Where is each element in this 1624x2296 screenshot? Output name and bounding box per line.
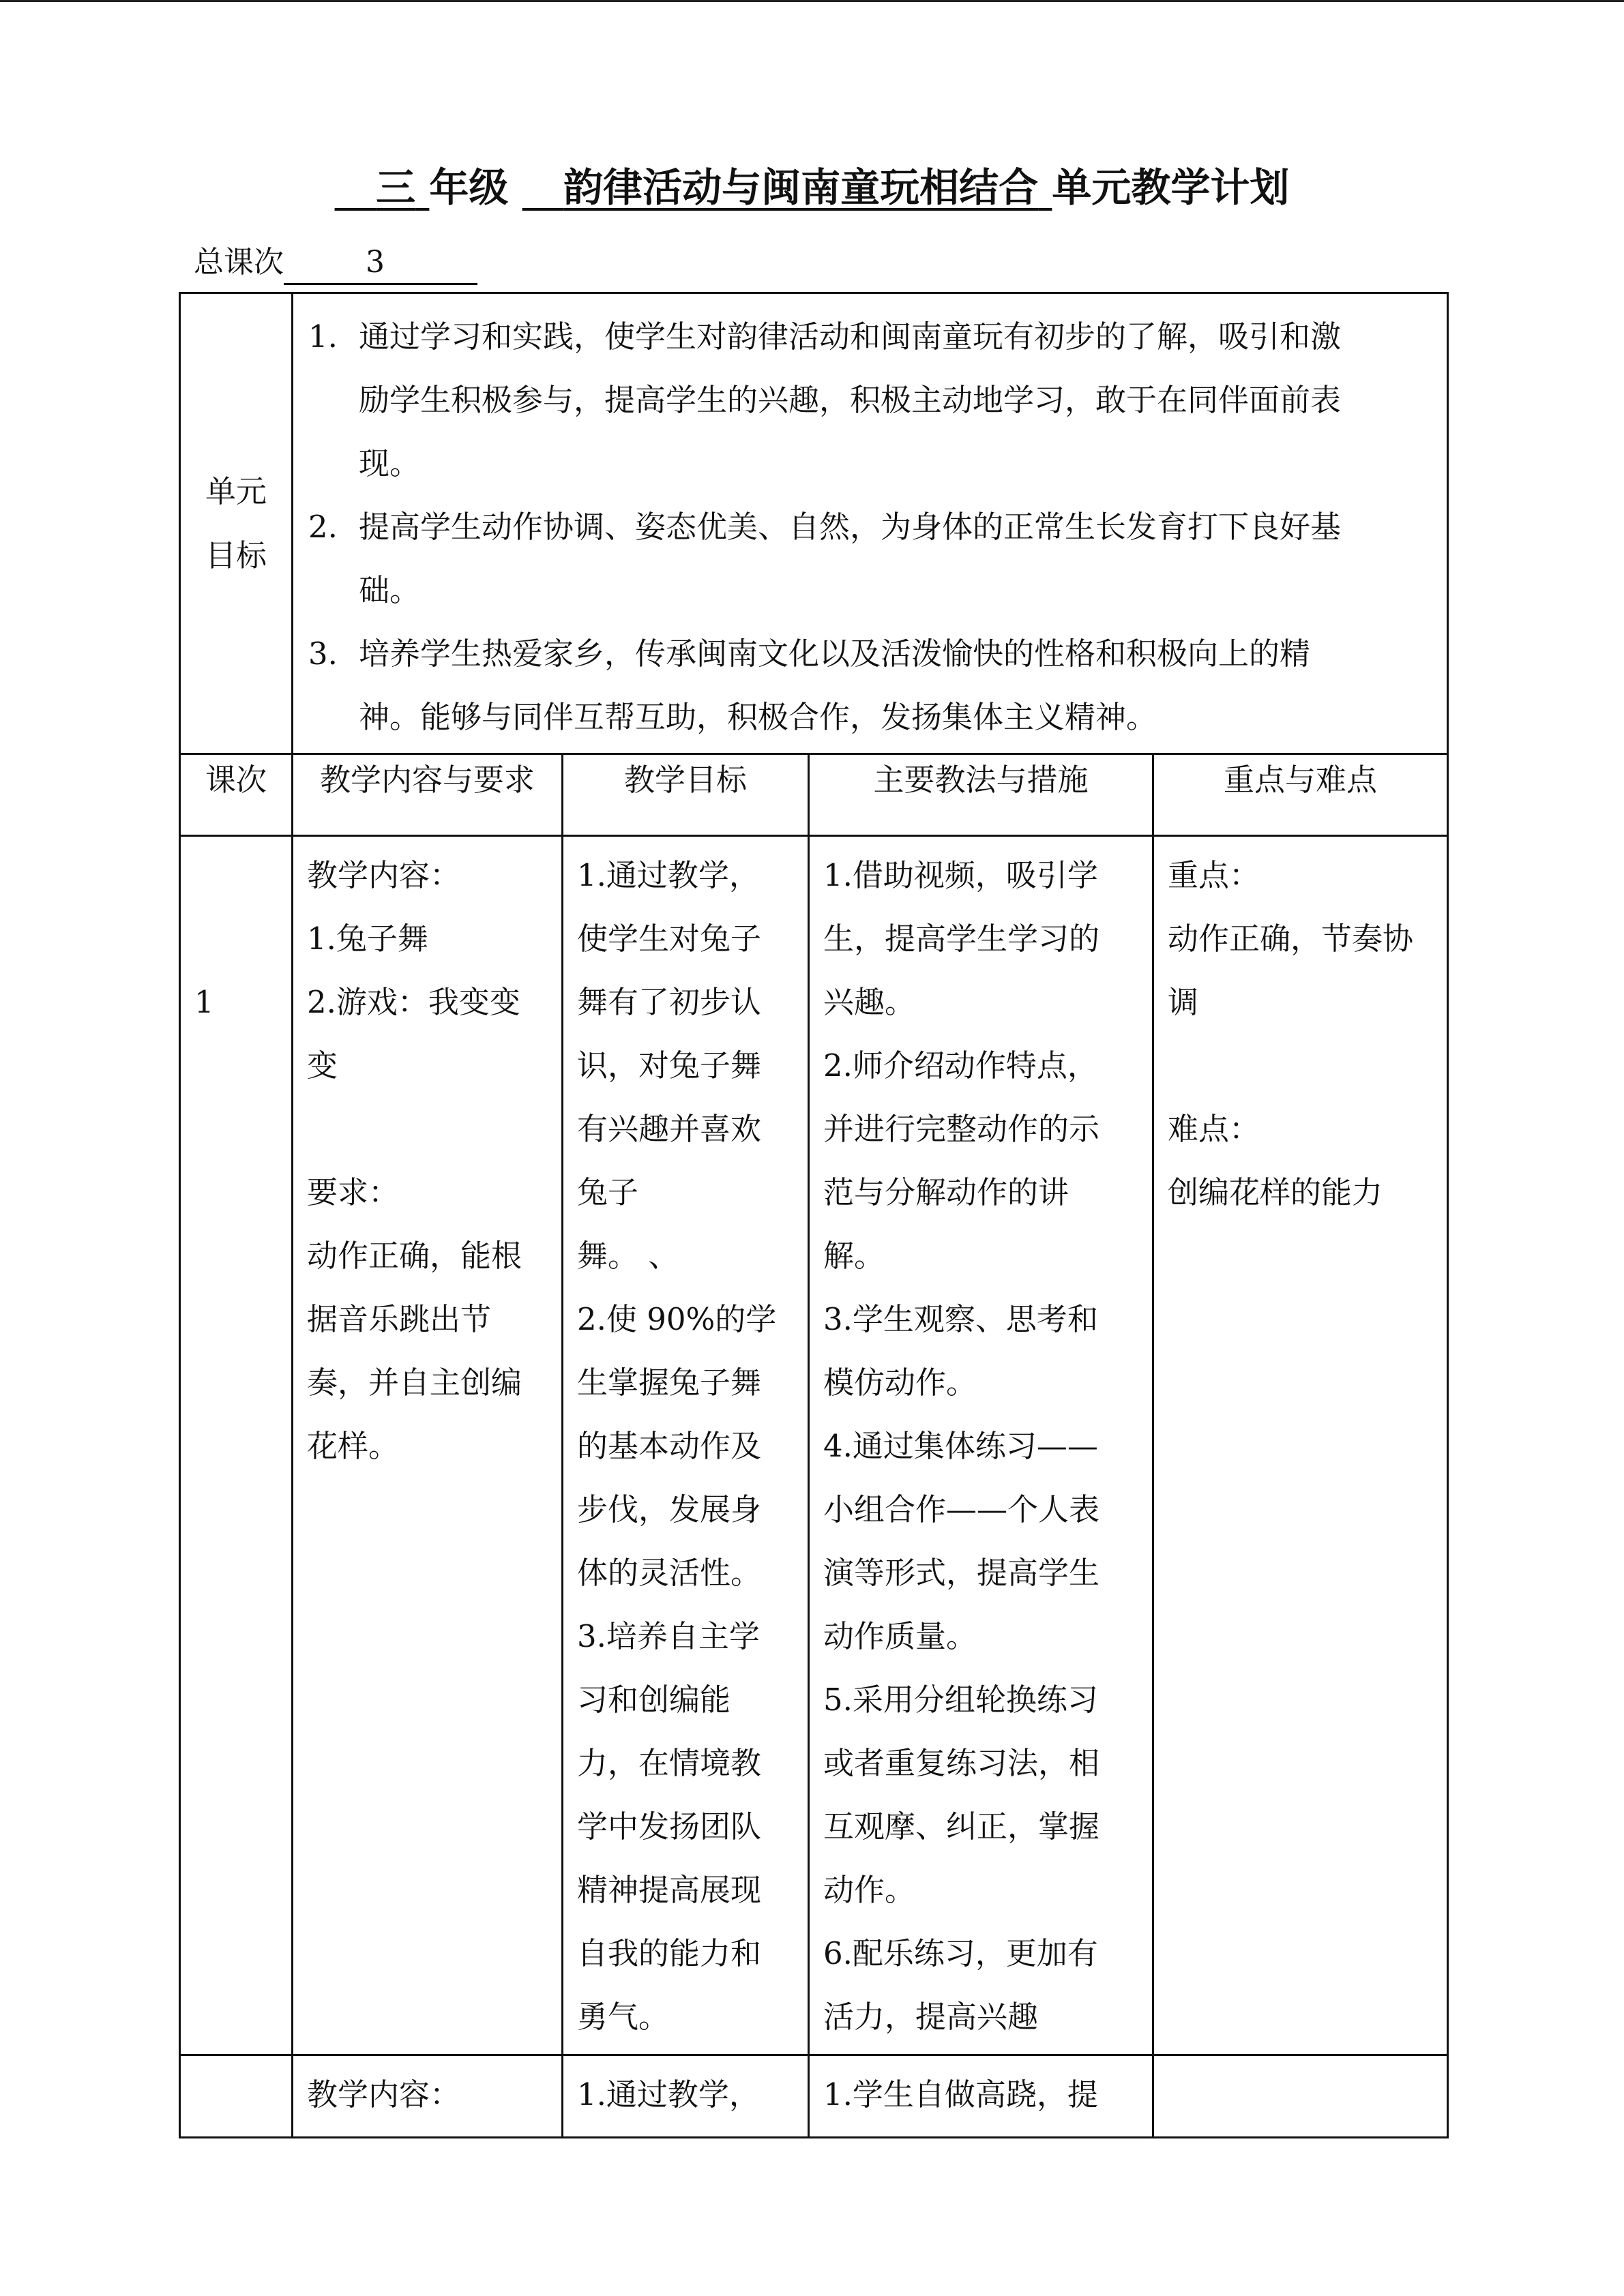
grade-blank (335, 157, 430, 218)
lesson-content-line: 教学内容： (307, 2076, 461, 2113)
lesson-goals-line: 勇气。 (577, 1999, 670, 2035)
lesson-goals-line: 兔子 (577, 1174, 639, 1210)
goal-text-line: 励学生积极参与，提高学生的兴趣，积极主动地学习，敢于在同伴面前表 (359, 382, 1342, 418)
lesson-content-line: 1.兔子舞 (307, 921, 428, 957)
lesson-methods-line: 范与分解动作的讲 (823, 1174, 1069, 1210)
lesson-goals-line: 识，对兔子舞 (577, 1047, 762, 1084)
lesson-goals-line: 体的灵活性。 (577, 1555, 762, 1591)
goal-text-line: 提高学生动作协调、姿态优美、自然，为身体的正常生长发育打下良好基 (359, 509, 1342, 545)
lesson-methods-line: 动作质量。 (823, 1618, 977, 1654)
header-lesson: 课次 (180, 754, 293, 836)
lesson-goals-line: 自我的能力和 (577, 1935, 762, 1971)
lesson-methods-line: 兴趣。 (823, 984, 916, 1020)
lesson-goals-line: 力，在情境教 (577, 1745, 762, 1781)
unit-name-blank (522, 164, 1052, 211)
goal-number: 2. (308, 509, 338, 545)
goal-text-line: 神。能够与同伴互帮互助，积极合作，发扬集体主义精神。 (359, 699, 1157, 735)
lesson-methods-line: 1.学生自做高跷，提 (823, 2076, 1098, 2113)
header-content: 教学内容与要求 (293, 754, 563, 836)
lesson-content-line: 要求： (307, 1174, 400, 1210)
lesson-goals-line: 2.使 90%的学 (577, 1301, 777, 1337)
lesson-methods-line: 解。 (823, 1238, 885, 1274)
lesson-goals-line: 的基本动作及 (577, 1428, 762, 1464)
lesson-number (194, 2063, 291, 2126)
lesson-methods-line: 生，提高学生学习的 (823, 921, 1100, 957)
goal-text-line: 础。 (359, 572, 421, 608)
page-title (0, 157, 1624, 218)
lesson-goals-line: 1.通过教学， (577, 857, 760, 893)
lesson-methods-cell (809, 836, 1153, 2055)
lesson-goals-cell (563, 836, 809, 2055)
lesson-goals-line: 生掌握兔子舞 (577, 1365, 762, 1401)
lesson-methods-cell (809, 2055, 1153, 2138)
goal-number: 1. (308, 318, 338, 355)
lesson-number-cell (180, 2055, 293, 2138)
unit-goal-item (308, 305, 1419, 495)
lesson-goals-line: 有兴趣并喜欢 (577, 1111, 762, 1147)
lesson-content-line: 变 (307, 1047, 338, 1084)
header-methods: 主要教法与措施 (809, 754, 1153, 836)
unit-goal-content (293, 293, 1448, 754)
lesson-content-line: 奏，并自主创编 (307, 1365, 522, 1401)
unit-name: 韵律活动与闽南童玩相结合 (563, 164, 1039, 211)
lesson-content-cell (293, 2055, 563, 2138)
lesson-goals-line: 3.培养自主学 (577, 1618, 760, 1654)
lesson-keypoints-line (1168, 1034, 1433, 1097)
header-goals: 教学目标 (563, 754, 809, 836)
lesson-goals-line: 学中发扬团队 (577, 1808, 762, 1845)
total-lessons-label: 总课次 (194, 245, 284, 280)
unit-goal-row (180, 293, 1448, 754)
unit-goal-item (308, 622, 1419, 749)
lesson-keypoints-line: 重点： (1168, 857, 1260, 893)
total-lessons-value: 3 (284, 242, 477, 285)
grade-suffix: 年级 (429, 164, 509, 211)
table-header-row (180, 754, 1448, 836)
teaching-plan-table (179, 292, 1449, 2138)
lesson-content-line: 据音乐跳出节 (307, 1301, 492, 1337)
lesson-methods-line: 模仿动作。 (823, 1365, 977, 1401)
lesson-methods-line: 动作。 (823, 1872, 916, 1908)
lesson-content-cell (293, 836, 563, 2055)
lesson-methods-line: 2.师介绍动作特点， (823, 1047, 1098, 1084)
lesson-methods-line: 并进行完整动作的示 (823, 1111, 1100, 1147)
lesson-goals-line: 舞有了初步认 (577, 984, 762, 1020)
lesson-number: 1 (194, 984, 214, 1020)
goal-number: 3. (308, 636, 338, 672)
lesson-methods-line: 6.配乐练习，更加有 (823, 1935, 1098, 1971)
lesson-methods-line: 小组合作——个人表 (823, 1491, 1100, 1527)
lesson-content-line (307, 1097, 548, 1161)
lesson-methods-line: 4.通过集体练习—— (823, 1428, 1098, 1464)
unit-goal-label-line: 单元 (205, 473, 267, 509)
lesson-methods-line: 或者重复练习法，相 (823, 1745, 1100, 1781)
lesson-methods-line: 5.采用分组轮换练习 (823, 1682, 1098, 1718)
unit-goal-label (180, 293, 293, 754)
lesson-methods-line: 活力，提高兴趣 (823, 1999, 1039, 2035)
lesson-keypoints-line: 创编花样的能力 (1168, 1174, 1383, 1210)
lesson-number-cell (180, 836, 293, 2055)
lesson-methods-line: 3.学生观察、思考和 (823, 1301, 1098, 1337)
lesson-goals-line: 使学生对兔子 (577, 921, 762, 957)
lesson-methods-line: 1.借助视频，吸引学 (823, 857, 1098, 893)
lesson-keypoints-line: 调 (1168, 984, 1199, 1020)
header-keypoints: 重点与难点 (1153, 754, 1448, 836)
lesson-methods-line: 互观摩、纠正，掌握 (823, 1808, 1100, 1845)
lesson-goals-line: 1.通过教学， (577, 2076, 760, 2113)
unit-goal-label-line: 目标 (205, 537, 267, 573)
lesson-keypoints-cell (1153, 836, 1448, 2055)
lesson-goals-line: 舞。 、 (577, 1238, 679, 1274)
lesson-row (180, 2055, 1448, 2138)
title-suffix: 单元教学计划 (1052, 164, 1290, 211)
lesson-goals-line: 步伐，发展身 (577, 1491, 762, 1527)
goal-text-line: 通过学习和实践，使学生对韵律活动和闽南童玩有初步的了解，吸引和激 (359, 318, 1342, 355)
lesson-keypoints-cell (1153, 2055, 1448, 2138)
unit-goal-item (308, 495, 1419, 622)
lesson-goals-cell (563, 2055, 809, 2138)
lesson-content-line: 动作正确，能根 (307, 1238, 522, 1274)
page-top-border (0, 0, 1624, 2)
lesson-content-line: 花样。 (307, 1428, 400, 1464)
lesson-goals-line: 精神提高展现 (577, 1872, 762, 1908)
goal-text-line: 现。 (359, 445, 421, 481)
lesson-content-line: 2.游戏：我变变 (307, 984, 520, 1020)
grade-value: 三 (376, 164, 416, 211)
goal-text-line: 培养学生热爱家乡，传承闽南文化以及活泼愉快的性格和积极向上的精 (359, 636, 1311, 672)
total-lessons (194, 239, 477, 286)
lesson-keypoints-line: 难点： (1168, 1111, 1260, 1147)
lesson-goals-line: 习和创编能 (577, 1682, 731, 1718)
lesson-row (180, 836, 1448, 2055)
lesson-content-line: 教学内容： (307, 857, 461, 893)
lesson-methods-line: 演等形式，提高学生 (823, 1555, 1100, 1591)
lesson-keypoints-line (1168, 2063, 1433, 2126)
lesson-keypoints-line: 动作正确，节奏协 (1168, 921, 1414, 957)
